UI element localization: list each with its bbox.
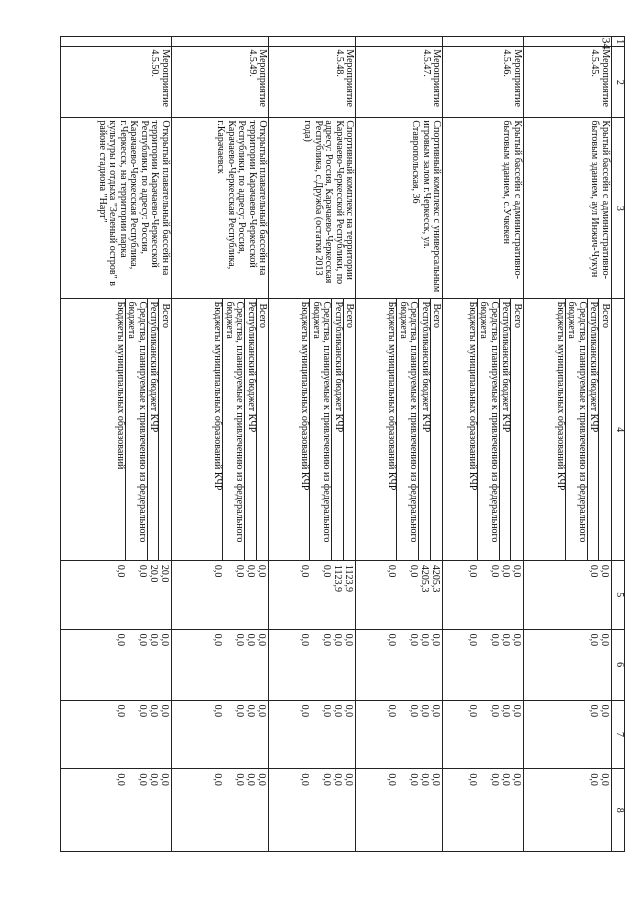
amount-value: 0,0 — [488, 564, 500, 578]
amount-value: 0,0 — [419, 773, 431, 786]
amount-cell — [523, 629, 611, 700]
amount-value: 1123,9 — [343, 564, 355, 592]
amount-value: 0,0 — [234, 773, 246, 786]
funding-source: Республиканский бюджет КЧР — [500, 299, 512, 559]
amount-value: 0,0 — [321, 773, 333, 786]
amount-value: 0,0 — [114, 564, 126, 578]
amount-cell — [61, 769, 172, 852]
amount-cell — [171, 629, 268, 700]
column-number: 5 — [612, 560, 625, 629]
amount-value: 0,0 — [466, 773, 478, 786]
column-number: 6 — [612, 629, 625, 700]
amount-value: 0,0 — [510, 773, 522, 786]
funding-source: Всего — [344, 303, 356, 329]
amount-value: 4205,3 — [430, 564, 442, 593]
table-row — [171, 37, 268, 852]
funding-source: Республиканский бюджет КЧР — [148, 299, 160, 559]
amount-value: 0,0 — [212, 773, 224, 786]
amount-value: 0,0 — [408, 564, 420, 578]
amount-cell — [523, 700, 611, 769]
amount-value: 0,0 — [147, 773, 159, 786]
amount-value — [555, 771, 566, 849]
empty-cell — [443, 37, 523, 47]
description-cell: Спортивный комплекс с универсальным игровым залом г.Черкесск, ул. Ставропольская, 36 — [356, 118, 443, 299]
amount-cell — [269, 560, 356, 629]
amount-value: 0,0 — [430, 704, 442, 718]
funding-source: Бюджеты муниципальных образований КЧР — [386, 299, 398, 559]
column-number: 2 — [612, 47, 625, 118]
amount-value: 0,0 — [212, 633, 224, 647]
table-row — [356, 37, 443, 852]
page-number: 34 — [599, 37, 614, 50]
amount-value: 0,0 — [158, 704, 170, 718]
amount-cell — [443, 629, 523, 700]
funding-sources-cell — [61, 299, 172, 560]
amount-value: 0,0 — [386, 773, 398, 786]
amount-cell — [356, 769, 443, 852]
amount-cell — [356, 629, 443, 700]
funding-sources-cell — [523, 299, 611, 560]
column-number: 8 — [612, 769, 625, 852]
amount-value: 0,0 — [136, 704, 148, 718]
amount-value: 0,0 — [114, 704, 126, 718]
amount-value: 0,0 — [343, 773, 355, 786]
amount-value: 0,0 — [599, 633, 610, 647]
amount-value: 0,0 — [588, 773, 599, 786]
amount-value: 0,0 — [499, 704, 511, 718]
amount-value: 0,0 — [599, 773, 610, 786]
amount-value: 0,0 — [147, 704, 159, 718]
table-row — [269, 37, 356, 852]
amount-cell — [61, 560, 172, 629]
column-number: 3 — [612, 118, 625, 299]
funding-source: Республиканский бюджет КЧР — [245, 299, 257, 559]
funding-sources-cell — [356, 299, 443, 560]
amount-value: 20,0 — [158, 564, 170, 583]
description-cell: Открытый плавательный бассейн на территории Карачаево-Черкесской Республики, по адресу: Россия, Карачаево-Черкесская Республика, г.Карачаевск — [171, 118, 268, 299]
column-number: 1 — [612, 37, 625, 47]
amount-value: 0,0 — [114, 633, 126, 647]
amount-value: 0,0 — [332, 704, 344, 718]
amount-value: 0,0 — [245, 704, 257, 718]
description-cell: Открытый плавательный бассейн на территории Карачаево-Черкесской Республики, по адресу: Россия, Карачаево-Черкесская Республика, г.Черкесск, на территории парка культуры и отдыха "Зеленый остров" в районе стадиона "Нарт" — [61, 118, 172, 299]
amount-cell — [356, 560, 443, 629]
amount-value: 0,0 — [466, 633, 478, 647]
funding-source: Всего — [511, 303, 523, 329]
description-cell: Крытый бассейн с административно-бытовым зданием, с.Учкекен — [443, 118, 523, 299]
funding-source: Всего — [431, 303, 443, 329]
amount-value: 0,0 — [499, 773, 511, 786]
amount-value: 0,0 — [245, 633, 257, 647]
amount-value: 0,0 — [299, 633, 311, 647]
amount-value: 0,0 — [321, 704, 333, 718]
amount-value: 0,0 — [256, 564, 268, 578]
amount-value: 0,0 — [332, 633, 344, 647]
amount-value: 0,0 — [256, 773, 268, 786]
event-cell: Мероприятие 4.5.49. — [171, 47, 268, 118]
amount-value — [566, 771, 588, 849]
amount-value: 0,0 — [419, 704, 431, 718]
table-row — [61, 37, 172, 852]
amount-value: 0,0 — [343, 633, 355, 647]
event-cell: Мероприятие 4.5.47. — [356, 47, 443, 118]
amount-value — [566, 563, 588, 627]
amount-value: 0,0 — [212, 564, 224, 578]
funding-source: Всего — [257, 303, 269, 329]
funding-source: Бюджеты муниципальных образований КЧР — [212, 299, 224, 559]
amount-value: 0,0 — [488, 773, 500, 786]
funding-source: Бюджеты муниципальных образований КЧР — [466, 299, 478, 559]
funding-source: Всего — [159, 303, 171, 329]
amount-value: 0,0 — [321, 633, 333, 647]
amount-value: 0,0 — [430, 633, 442, 647]
event-cell: Мероприятие 4.5.46. — [443, 47, 523, 118]
amount-value: 0,0 — [321, 564, 333, 578]
amount-cell — [443, 769, 523, 852]
amount-cell — [269, 700, 356, 769]
funding-source: Средства, планируемые к привлечению из федерального бюджета — [566, 299, 588, 559]
amount-value — [555, 632, 566, 698]
amount-value — [555, 563, 566, 627]
event-cell: Мероприятие 4.5.45. — [523, 47, 611, 118]
amount-cell — [269, 629, 356, 700]
empty-cell — [61, 37, 172, 47]
funding-source: Средства, планируемые к привлечению из федерального бюджета — [397, 299, 419, 559]
amount-value: 0,0 — [245, 773, 257, 786]
amount-value: 0,0 — [499, 633, 511, 647]
amount-value: 0,0 — [212, 704, 224, 718]
table-body — [61, 37, 625, 852]
amount-cell — [171, 769, 268, 852]
amount-cell — [171, 700, 268, 769]
amount-value: 0,0 — [234, 564, 246, 578]
amount-value: 0,0 — [245, 564, 257, 578]
amount-value: 0,0 — [332, 773, 344, 786]
amount-value: 1123,9 — [332, 564, 344, 592]
amount-value: 0,0 — [408, 704, 420, 718]
amount-cell — [61, 629, 172, 700]
funding-sources-cell — [443, 299, 523, 560]
amount-value: 0,0 — [599, 704, 610, 718]
amount-value: 0,0 — [299, 564, 311, 578]
empty-cell — [171, 37, 268, 47]
amount-cell — [171, 560, 268, 629]
empty-cell — [523, 37, 611, 47]
amount-value: 0,0 — [136, 773, 148, 786]
amount-value — [566, 632, 588, 698]
amount-value: 0,0 — [488, 633, 500, 647]
funding-source: Республиканский бюджет КЧР — [588, 299, 600, 559]
amount-value: 0,0 — [466, 564, 478, 578]
amount-value: 0,0 — [343, 704, 355, 718]
amount-value — [555, 703, 566, 767]
amount-value: 0,0 — [588, 564, 599, 578]
amount-value: 0,0 — [488, 704, 500, 718]
funding-source: Республиканский бюджет КЧР — [419, 299, 431, 559]
amount-cell — [356, 700, 443, 769]
description-cell: Спортивный комплекс на территории Карачаево-Черкесской Республики, по адресу: Россия, Карачаево-Черкесская Республика, с.Дружба (остатки 2013 года) — [269, 118, 356, 299]
amount-value: 0,0 — [599, 564, 610, 578]
description-cell: Крытый бассейн с административно-бытовым зданием, аул Инжич-Чукун — [523, 118, 611, 299]
event-cell: Мероприятие 4.5.50. — [61, 47, 172, 118]
empty-cell — [356, 37, 443, 47]
amount-value: 0,0 — [299, 773, 311, 786]
amount-value: 0,0 — [136, 633, 148, 647]
funding-sources-cell — [269, 299, 356, 560]
funding-source: Республиканский бюджет КЧР — [332, 299, 344, 559]
amount-cell — [443, 560, 523, 629]
funding-source: Средства, планируемые к привлечению из федерального бюджета — [310, 299, 332, 559]
funding-source: Средства, планируемые к привлечению из федерального бюджета — [126, 299, 148, 559]
rotated-table-container — [60, 36, 625, 852]
amount-value: 0,0 — [386, 633, 398, 647]
funding-source: Средства, планируемые к привлечению из федерального бюджета — [223, 299, 245, 559]
amount-value: 0,0 — [234, 704, 246, 718]
amount-value: 4205,3 — [419, 564, 431, 593]
amount-value: 0,0 — [234, 633, 246, 647]
amount-value: 0,0 — [510, 704, 522, 718]
funding-source: Средства, планируемые к привлечению из федерального бюджета — [478, 299, 500, 559]
funding-source: Бюджеты муниципальных образований — [114, 299, 126, 559]
amount-value: 0,0 — [510, 633, 522, 647]
amount-value: 0,0 — [408, 773, 420, 786]
funding-sources-cell — [171, 299, 268, 560]
amount-value: 0,0 — [588, 633, 599, 647]
amount-value: 0,0 — [158, 773, 170, 786]
amount-value: 0,0 — [408, 633, 420, 647]
amount-value: 0,0 — [147, 633, 159, 647]
amount-value: 0,0 — [419, 633, 431, 647]
amount-value: 0,0 — [466, 704, 478, 718]
funding-source: Бюджеты муниципальных образований КЧР — [555, 299, 567, 559]
amount-cell — [269, 769, 356, 852]
amount-value: 0,0 — [430, 773, 442, 786]
amount-value: 20,0 — [147, 564, 159, 583]
amount-cell — [523, 769, 611, 852]
financing-table — [60, 36, 625, 852]
amount-value: 0,0 — [136, 564, 148, 578]
amount-cell — [523, 560, 611, 629]
empty-cell — [269, 37, 356, 47]
column-number: 7 — [612, 700, 625, 769]
amount-cell — [443, 700, 523, 769]
amount-value — [566, 703, 588, 767]
funding-source: Бюджеты муниципальных образований КЧР — [299, 299, 311, 559]
event-cell: Мероприятие 4.5.48. — [269, 47, 356, 118]
funding-source: Всего — [600, 303, 611, 329]
amount-value: 0,0 — [299, 704, 311, 718]
amount-value: 0,0 — [588, 704, 599, 718]
amount-value: 0,0 — [510, 564, 522, 578]
column-number-row — [612, 37, 625, 852]
amount-value: 0,0 — [114, 773, 126, 786]
column-number: 4 — [612, 299, 625, 560]
amount-value: 0,0 — [386, 564, 398, 578]
amount-value: 0,0 — [499, 564, 511, 578]
amount-value: 0,0 — [158, 633, 170, 647]
table-row — [443, 37, 523, 852]
amount-cell — [61, 700, 172, 769]
amount-value: 0,0 — [386, 704, 398, 718]
amount-value: 0,0 — [256, 633, 268, 647]
table-row — [523, 37, 611, 852]
amount-value: 0,0 — [256, 704, 268, 718]
